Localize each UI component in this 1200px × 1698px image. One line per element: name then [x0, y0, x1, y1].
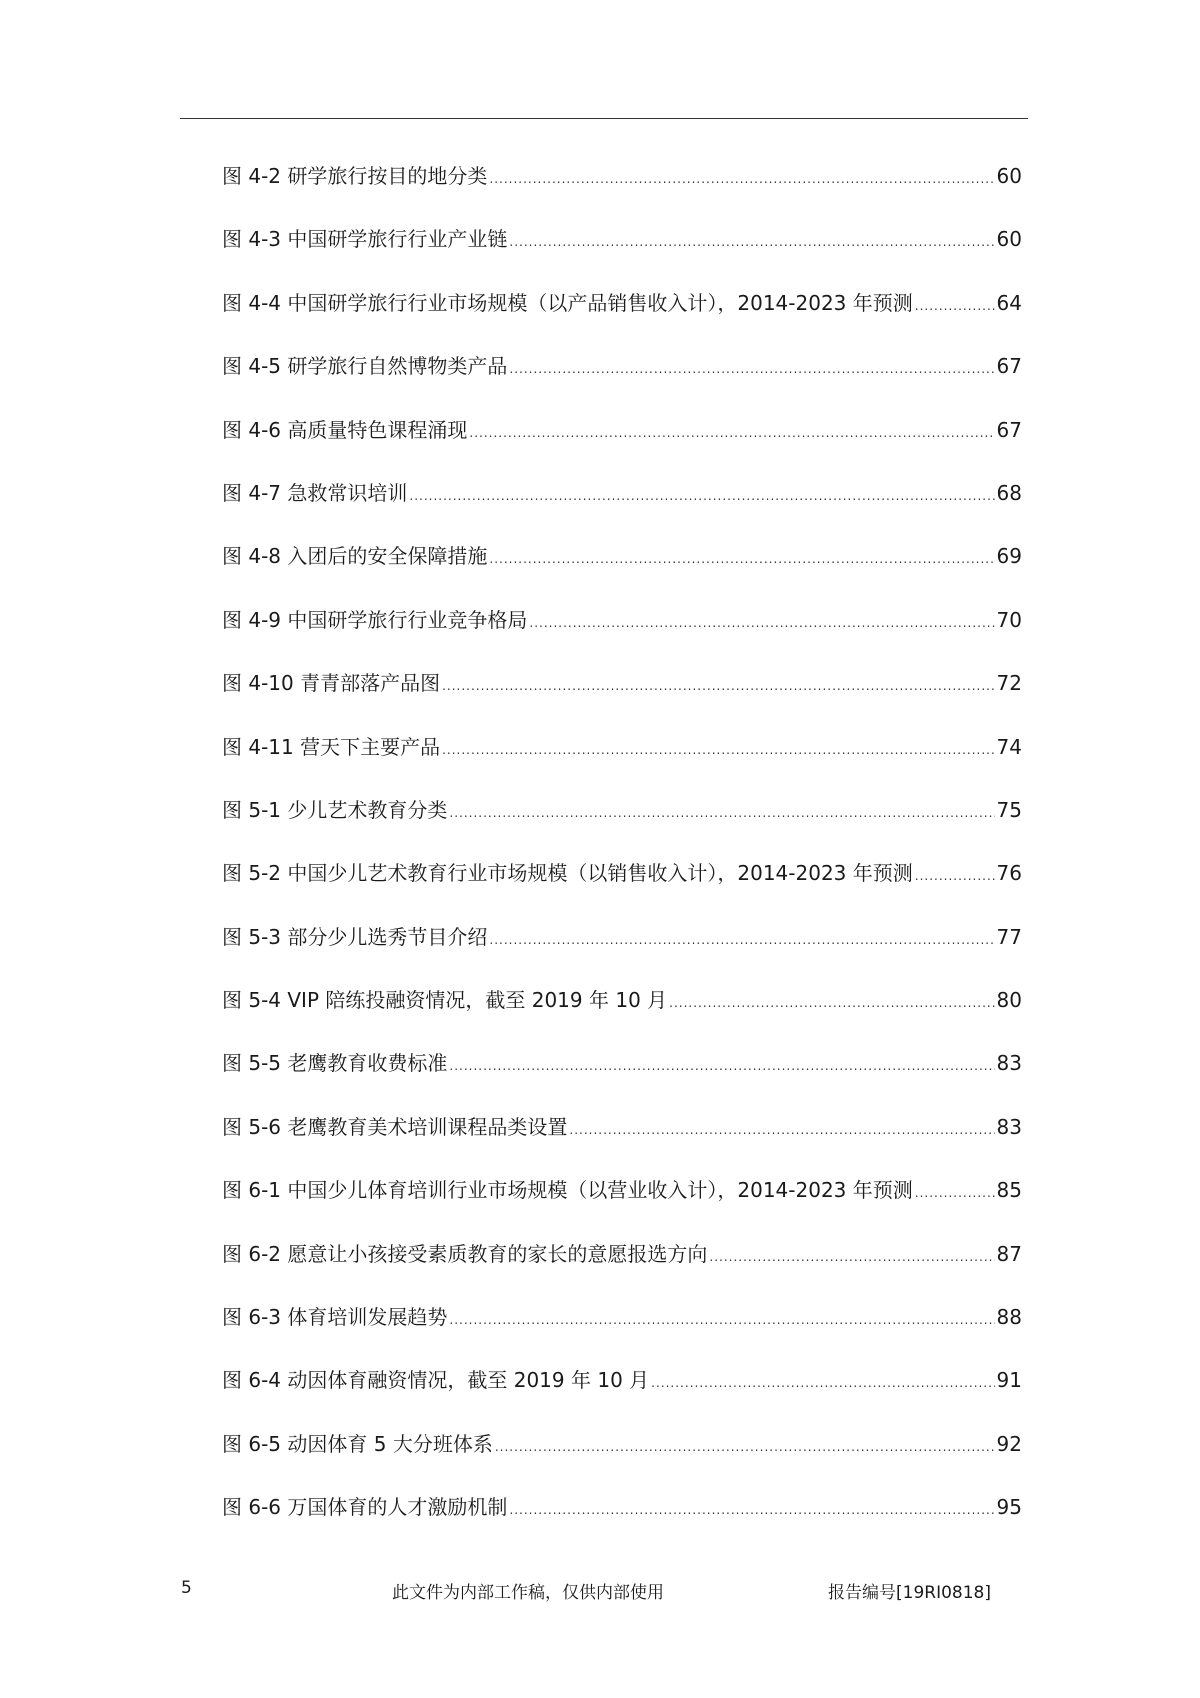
toc-entry-title: 图 4-10 青青部落产品图 [222, 671, 441, 696]
toc-entry-title: 图 6-6 万国体育的人才激励机制 [222, 1495, 508, 1520]
toc-entry[interactable] [222, 606, 1022, 669]
toc-entry[interactable] [222, 542, 1022, 605]
toc-entry[interactable] [222, 352, 1022, 415]
toc-entry[interactable] [222, 1430, 1022, 1493]
toc-dot-leader [915, 862, 995, 890]
toc-entry[interactable] [222, 1049, 1022, 1112]
toc-entry-title: 图 4-11 营天下主要产品 [222, 734, 441, 759]
toc-entry[interactable] [222, 289, 1022, 352]
toc-entry[interactable] [222, 796, 1022, 859]
toc-entry-title: 图 4-7 急救常识培训 [222, 480, 408, 505]
toc-dot-leader [442, 672, 994, 700]
toc-dot-leader [669, 989, 994, 1017]
toc-entry-title: 图 4-9 中国研学旅行行业竞争格局 [222, 607, 528, 632]
toc-dot-leader [915, 292, 995, 320]
toc-entry[interactable] [222, 986, 1022, 1049]
toc-entry[interactable] [222, 416, 1022, 479]
toc-entry[interactable] [222, 162, 1022, 225]
toc-entry-title: 图 5-2 中国少儿艺术教育行业市场规模（以销售收入计），2014-2023 年预测 [222, 861, 913, 886]
toc-dot-leader [509, 228, 994, 256]
toc-entry-page-number: 75 [996, 797, 1022, 822]
toc-entry-title: 图 5-5 老鹰教育收费标准 [222, 1051, 448, 1076]
toc-entry-title: 图 4-4 中国研学旅行行业市场规模（以产品销售收入计），2014-2023 年预测 [222, 290, 913, 315]
toc-entry[interactable] [222, 1493, 1022, 1556]
toc-entry-page-number: 70 [996, 607, 1022, 632]
toc-entry-title: 图 6-4 动因体育融资情况，截至 2019 年 10 月 [222, 1368, 650, 1393]
toc-dot-leader [489, 165, 994, 193]
toc-entry[interactable] [222, 669, 1022, 732]
toc-dot-leader [449, 1052, 994, 1080]
toc-entry-page-number: 77 [996, 924, 1022, 949]
toc-entry-title: 图 5-6 老鹰教育美术培训课程品类设置 [222, 1114, 568, 1139]
toc-entry[interactable] [222, 1240, 1022, 1303]
toc-entry-page-number: 67 [996, 417, 1022, 442]
toc-entry[interactable] [222, 859, 1022, 922]
toc-entry-page-number: 91 [996, 1368, 1022, 1393]
toc-entry-title: 图 4-2 研学旅行按目的地分类 [222, 164, 488, 188]
toc-entry-page-number: 64 [996, 290, 1022, 315]
toc-entry-title: 图 5-3 部分少儿选秀节目介绍 [222, 924, 488, 949]
figure-toc-list [222, 162, 1022, 1557]
toc-entry-title: 图 6-3 体育培训发展趋势 [222, 1305, 448, 1330]
toc-dot-leader [651, 1369, 994, 1397]
toc-dot-leader [449, 799, 994, 827]
toc-entry-title: 图 4-3 中国研学旅行行业产业链 [222, 227, 508, 252]
toc-dot-leader [915, 1179, 995, 1207]
page-footer [0, 1578, 1200, 1606]
toc-entry-title: 图 6-5 动因体育 5 大分班体系 [222, 1431, 493, 1456]
toc-dot-leader [442, 736, 994, 764]
toc-entry[interactable] [222, 1113, 1022, 1176]
toc-entry-page-number: 83 [996, 1051, 1022, 1076]
toc-entry[interactable] [222, 733, 1022, 796]
toc-entry-page-number: 87 [996, 1241, 1022, 1266]
toc-dot-leader [509, 1496, 994, 1524]
toc-dot-leader [409, 482, 994, 510]
toc-entry-page-number: 85 [996, 1178, 1022, 1203]
toc-entry[interactable] [222, 923, 1022, 986]
toc-entry-page-number: 88 [996, 1305, 1022, 1330]
toc-entry[interactable] [222, 479, 1022, 542]
toc-entry-title: 图 4-6 高质量特色课程涌现 [222, 417, 468, 442]
toc-entry-title: 图 5-1 少儿艺术教育分类 [222, 797, 448, 822]
footer-page-number: 5 [181, 1578, 192, 1598]
toc-dot-leader [529, 609, 994, 637]
toc-entry[interactable] [222, 1176, 1022, 1239]
toc-dot-leader [489, 926, 994, 954]
toc-entry-page-number: 74 [996, 734, 1022, 759]
toc-entry-page-number: 60 [996, 164, 1022, 188]
toc-entry-title: 图 6-1 中国少儿体育培训行业市场规模（以营业收入计），2014-2023 年预测 [222, 1178, 913, 1203]
header-rule [180, 118, 1028, 119]
toc-entry-page-number: 92 [996, 1431, 1022, 1456]
toc-entry-page-number: 72 [996, 671, 1022, 696]
toc-dot-leader [495, 1433, 995, 1461]
toc-entry[interactable] [222, 1366, 1022, 1429]
toc-entry-page-number: 60 [996, 227, 1022, 252]
footer-report-id: 报告编号[19RI0818] [828, 1583, 991, 1603]
toc-dot-leader [469, 419, 994, 447]
toc-dot-leader [449, 1306, 994, 1334]
toc-entry-title: 图 4-8 入团后的安全保障措施 [222, 544, 488, 569]
toc-entry-page-number: 95 [996, 1495, 1022, 1520]
toc-entry-title: 图 6-2 愿意让小孩接受素质教育的家长的意愿报选方向 [222, 1241, 708, 1266]
toc-dot-leader [709, 1243, 994, 1271]
toc-entry-page-number: 67 [996, 354, 1022, 379]
footer-confidential-notice: 此文件为内部工作稿，仅供内部使用 [392, 1583, 664, 1603]
toc-entry-page-number: 76 [996, 861, 1022, 886]
toc-entry-title: 图 5-4 VIP 陪练投融资情况，截至 2019 年 10 月 [222, 988, 668, 1013]
toc-entry-title: 图 4-5 研学旅行自然博物类产品 [222, 354, 508, 379]
toc-entry[interactable] [222, 225, 1022, 288]
toc-dot-leader [489, 545, 994, 573]
toc-entry-page-number: 80 [996, 988, 1022, 1013]
toc-dot-leader [569, 1116, 994, 1144]
toc-entry[interactable] [222, 1303, 1022, 1366]
toc-entry-page-number: 83 [996, 1114, 1022, 1139]
toc-entry-page-number: 68 [996, 480, 1022, 505]
toc-dot-leader [509, 355, 994, 383]
toc-entry-page-number: 69 [996, 544, 1022, 569]
